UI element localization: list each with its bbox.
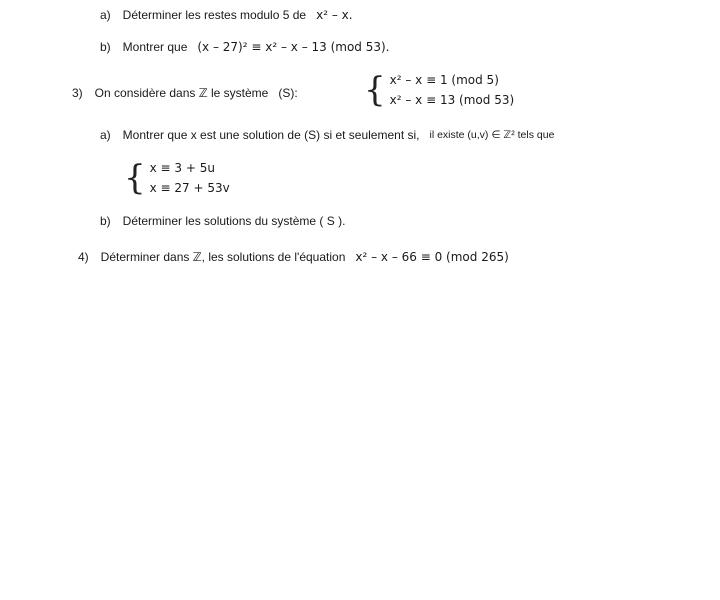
question-3-label: 3) [72,86,83,100]
question-4-text: Déterminer dans ℤ, les solutions de l'équation [100,250,346,264]
system-xuv [124,158,230,198]
question-2b [100,40,390,54]
question-3a [100,128,554,142]
question-3 [72,86,298,100]
system-s-equation-2: x² – x ≡ 13 (mod 53) [389,93,515,107]
question-2a [100,8,353,22]
question-2b-expression: (x – 27)² ≡ x² – x – 13 (mod 53). [197,40,390,54]
system-xuv-brace: { [124,158,146,198]
question-4-label: 4) [78,250,89,264]
system-s [364,70,514,110]
question-3b-label: b) [100,214,111,228]
question-3a-label: a) [100,128,111,142]
question-2b-label: b) [100,40,111,54]
question-2b-text: Montrer que [122,40,188,54]
question-3b-text: Déterminer les solutions du système ( S ). [122,214,346,228]
system-xuv-equation-2: x ≡ 27 + 53v [149,181,230,195]
system-s-brace: { [364,70,386,110]
question-2a-label: a) [100,8,111,22]
question-4-expression: x² – x – 66 ≡ 0 (mod 265) [355,250,509,264]
question-3b [100,214,345,228]
question-2a-text: Déterminer les restes modulo 5 de [122,8,307,22]
question-3-text: On considère dans ℤ le système [94,86,269,100]
system-name: (S): [278,86,298,100]
system-s-equation-1: x² – x ≡ 1 (mod 5) [389,73,499,87]
question-2a-expression: x² – x. [316,8,353,22]
question-3a-exists: il existe (u,v) ∈ ℤ² tels que [429,129,555,141]
system-xuv-equation-1: x ≡ 3 + 5u [149,161,215,175]
question-4 [78,250,509,264]
question-3a-text: Montrer que x est une solution de (S) si et seulement si, [122,128,420,142]
